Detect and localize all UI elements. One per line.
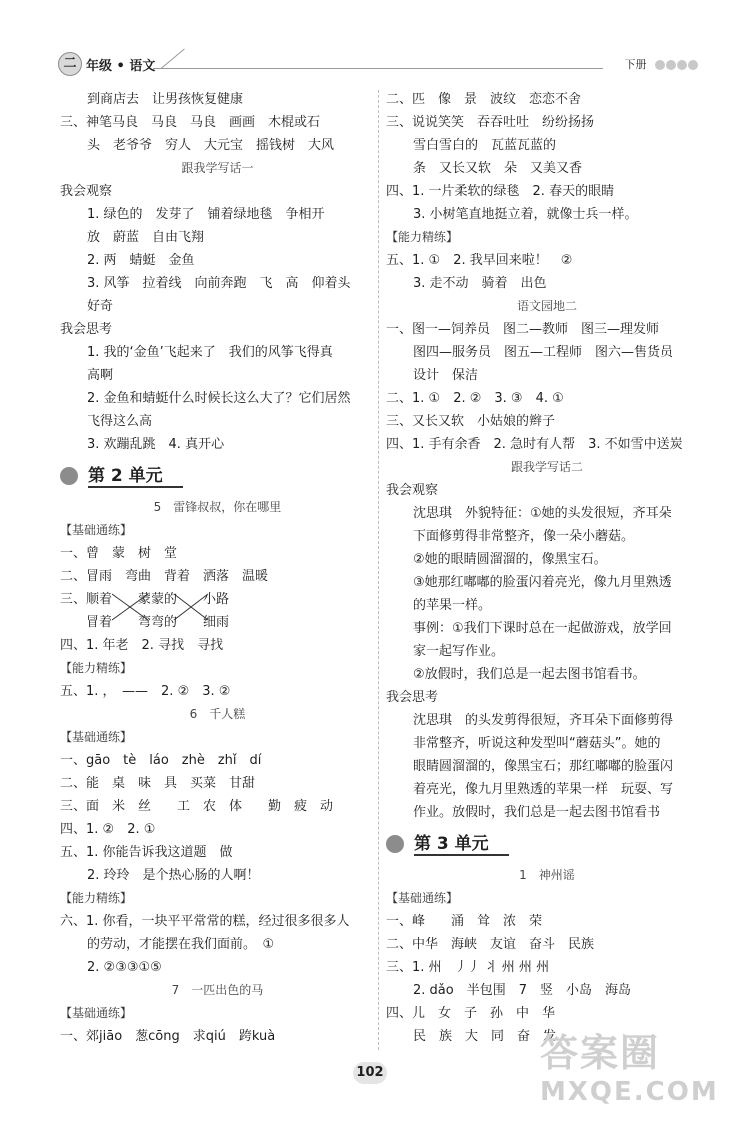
- answer-line: 四、1. 手有余香 2. 急时有人帮 3. 不如雪中送炭: [386, 437, 683, 452]
- answer-line: 1. 绿色的 发芽了 铺着绿地毯 争相开: [87, 207, 325, 222]
- answer-line: 我会思考: [60, 322, 113, 337]
- answer-line: 四、儿 女 子 孙 中 华: [386, 1006, 556, 1021]
- answer-line: 设计 保洁: [413, 368, 479, 383]
- answer-line: 我会思考: [386, 690, 439, 705]
- unit-underline: [88, 486, 183, 488]
- answer-line: 好奇: [87, 299, 114, 314]
- unit-ball-icon: [386, 835, 404, 853]
- answer-line: 飞得这么高: [87, 414, 153, 429]
- right-column: [386, 88, 708, 1048]
- answer-line: 四、1. ② 2. ①: [60, 822, 156, 837]
- answer-line: 三、顺着 蒙蒙的 小路: [60, 592, 230, 607]
- answer-line: 三、说说笑笑 吞吞吐吐 纷纷扬扬: [386, 115, 595, 130]
- answer-line: 三、又长又软 小姑娘的辫子: [386, 414, 556, 429]
- answer-line: ③她那红嘟嘟的脸蛋闪着亮光，像九月里熟透: [413, 575, 672, 590]
- answer-line: 三、面 米 丝 工 农 体 勤 疲 动: [60, 799, 334, 814]
- section-title: 6 千人糕: [189, 707, 246, 721]
- answer-line: 放 蔚蓝 自由飞翔: [87, 230, 205, 245]
- section-title: 1 神州谣: [519, 868, 575, 882]
- section-title: 跟我学写话一: [181, 161, 254, 175]
- column-divider: [378, 90, 379, 1050]
- answer-line: 下面修剪得非常整齐，像一朵小蘑菇。: [413, 529, 635, 544]
- answer-line: 1. 我的‘金鱼’飞起来了 我们的风筝飞得真: [87, 345, 333, 360]
- answer-line: 3. 欢蹦乱跳 4. 真开心: [87, 437, 225, 452]
- answer-line: 图四—服务员 图五—工程师 图六—售货员: [413, 345, 674, 360]
- exercise-tag: 【基础通练】: [386, 891, 459, 905]
- section-title: 5 雷锋叔叔，你在哪里: [153, 500, 282, 514]
- watermark-line2: MXQE.COM: [540, 1077, 719, 1107]
- header-decor-line: [161, 48, 185, 68]
- header-title: 年级 • 语文: [86, 59, 156, 74]
- exercise-tag: 【基础通练】: [60, 523, 133, 537]
- section-title: 跟我学写话二: [510, 460, 583, 474]
- header-rule: [153, 68, 603, 69]
- answer-line: 二、1. ① 2. ② 3. ③ 4. ①: [386, 391, 564, 406]
- left-column: [60, 88, 375, 1048]
- answer-line: 眼睛圆溜溜的，像黑宝石；那红嘟嘟的脸蛋闪: [413, 759, 674, 774]
- answer-line: 的苹果一样。: [413, 598, 492, 613]
- unit-underline: [414, 854, 509, 856]
- exercise-tag: 【基础通练】: [60, 730, 133, 744]
- answer-line: 三、1. 州 丿丿 丬 州 州 州: [386, 960, 550, 975]
- answer-line: ②她的眼睛圆溜溜的，像黑宝石。: [413, 552, 607, 567]
- answer-line: 头 老爷爷 穷人 大元宝 摇钱树 大风: [87, 138, 335, 153]
- answer-line: 五、1. ① 2. 我早回来啦！ ②: [386, 253, 573, 268]
- answer-line: 我会观察: [386, 483, 439, 498]
- answer-line: 着亮光，像九月里熟透的苹果一样 玩耍、写: [413, 782, 674, 797]
- section-title: 7 一匹出色的马: [171, 983, 264, 997]
- answer-line: 雪白雪白的 瓦蓝瓦蓝的: [413, 138, 557, 153]
- answer-line: 三、神笔马良 马良 马良 画画 木棍或石: [60, 115, 321, 130]
- exercise-tag: 【能力精练】: [60, 661, 133, 675]
- answer-line: 的劳动，才能摆在我们面前。 ①: [87, 937, 275, 952]
- exercise-tag: 【基础通练】: [60, 1006, 133, 1020]
- answer-line: 一、曾 蒙 树 堂: [60, 546, 178, 561]
- answer-line: 一、gāo tè láo zhè zhǐ dí: [60, 753, 262, 768]
- unit-title: 第 2 单元: [88, 466, 163, 486]
- answer-line: 事例：①我们下课时总在一起做游戏，放学回: [413, 621, 672, 636]
- unit-ball-icon: [60, 467, 78, 485]
- answer-line: 二、中华 海峡 友谊 奋斗 民族: [386, 937, 595, 952]
- header-volume: [625, 56, 699, 72]
- answer-line: 2. 金鱼和蜻蜓什么时候长这么大了？它们居然: [87, 391, 351, 406]
- answer-line: 3. 小树笔直地挺立着，就像士兵一样。: [413, 207, 638, 222]
- answer-line: 六、1. 你看，一块平平常常的糕，经过很多很多人: [60, 914, 350, 929]
- answer-line: 3. 风筝 拉着线 向前奔跑 飞 高 仰着头: [87, 276, 351, 291]
- answer-line: 2. ②③③①⑤: [87, 960, 162, 975]
- matching-lines: [112, 586, 212, 636]
- answer-line: 一、图一—饲养员 图二—教师 图三—理发师: [386, 322, 660, 337]
- answer-line: 一、郊jiāo 葱cōng 求qiú 跨kuà: [60, 1029, 276, 1044]
- decor-dots-icon: [654, 58, 698, 71]
- answer-line: 四、1. 一片柔软的绿毯 2. 春天的眼睛: [386, 184, 615, 199]
- volume-label: 下册: [624, 58, 647, 71]
- unit-title: 第 3 单元: [414, 834, 489, 854]
- answer-line: 五、1. 你能告诉我这道题 做: [60, 845, 233, 860]
- watermark-line1: 答案圈: [540, 1031, 661, 1075]
- answer-line: 一、峰 涌 耸 浓 荣: [386, 914, 543, 929]
- page-header: [58, 52, 698, 80]
- answer-line: 民 族 大 同 奋 发: [413, 1029, 557, 1044]
- answer-line: 2. 两 蜻蜓 金鱼: [87, 253, 195, 268]
- unit-heading: [386, 828, 708, 860]
- answer-line: 条 又长又软 朵 又美又香: [413, 161, 583, 176]
- answer-line: 高啊: [87, 368, 114, 383]
- exercise-tag: 【能力精练】: [386, 230, 459, 244]
- answer-line: 四、1. 年老 2. 寻找 寻找: [60, 638, 224, 653]
- watermark: [540, 1022, 740, 1114]
- answer-line: 家一起写作业。: [413, 644, 505, 659]
- page-number: 102: [353, 1062, 387, 1084]
- answer-line: 我会观察: [60, 184, 113, 199]
- answer-line: 沈思琪 外貌特征：①她的头发很短，齐耳朵: [413, 506, 672, 521]
- answer-line: 沈思琪 的头发剪得很短，齐耳朵下面修剪得: [413, 713, 674, 728]
- answer-line: ②放假时，我们总是一起去图书馆看书。: [413, 667, 646, 682]
- answer-line: 3. 走不动 骑着 出色: [413, 276, 547, 291]
- answer-line: 作业。放假时，我们总是一起去图书馆看书: [413, 805, 661, 820]
- unit-heading: [60, 460, 375, 492]
- answer-line: 二、匹 像 景 波纹 恋恋不舍: [386, 92, 582, 107]
- section-title: 语文园地二: [516, 299, 577, 313]
- answer-line: 五、1. ， —— 2. ② 3. ②: [60, 684, 231, 699]
- answer-line: 到商店去 让男孩恢复健康: [87, 92, 244, 107]
- grade-badge: 二: [58, 52, 82, 76]
- answer-line: 冒着 弯弯的 细雨: [60, 615, 230, 630]
- answer-line: 2. dǎo 半包围 7 竖 小岛 海岛: [413, 983, 631, 998]
- answer-line: 非常整齐，听说这种发型叫“蘑菇头”。她的: [413, 736, 661, 751]
- answer-line: 2. 玲玲 是个热心肠的人啊！: [87, 868, 260, 883]
- exercise-tag: 【能力精练】: [60, 891, 133, 905]
- answer-line: 二、能 桌 味 具 买菜 甘甜: [60, 776, 256, 791]
- answer-line: 二、冒雨 弯曲 背着 洒落 温暖: [60, 569, 269, 584]
